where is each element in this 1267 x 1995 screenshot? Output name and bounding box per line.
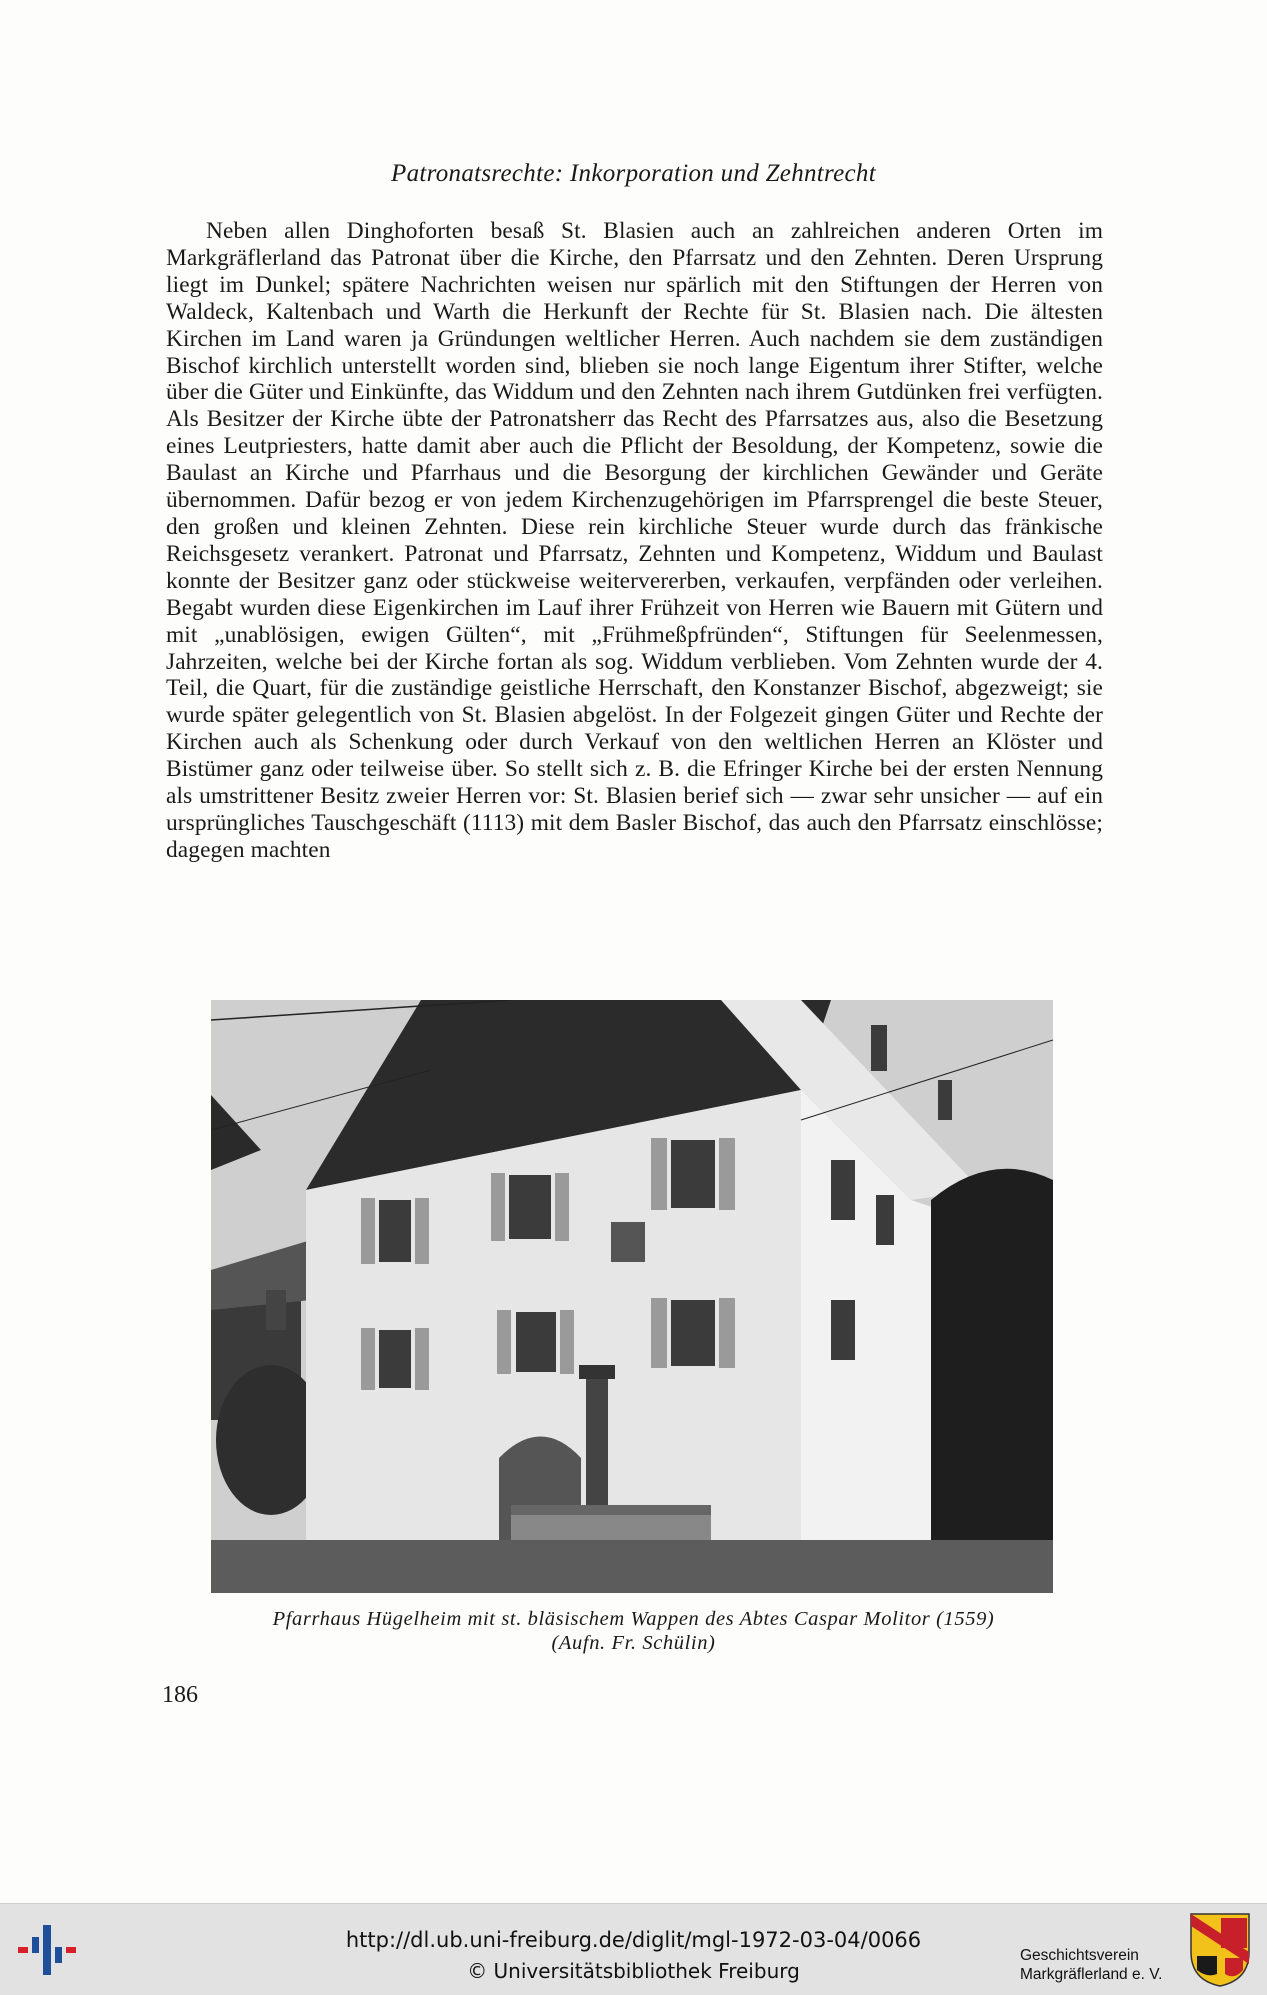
- page-number: 186: [162, 1682, 198, 1708]
- society-name: [1020, 1946, 1190, 1984]
- permalink-url[interactable]: http://dl.ub.uni-freiburg.de/diglit/mgl-1972-03-04/0066: [345, 1928, 922, 1952]
- viewer-footer: [0, 1903, 1267, 1995]
- copyright-text: © Universitätsbibliothek Freiburg: [467, 1959, 800, 1983]
- society-name-line1: Geschichtsverein: [1020, 1947, 1139, 1964]
- figure-caption: Pfarrhaus Hügelheim mit st. bläsischem Wappen des Abtes Caspar Molitor (1559): [272, 1608, 995, 1630]
- society-name-line2: Markgräflerland e. V.: [1020, 1966, 1163, 1983]
- figure-photo-pfarrhaus: [211, 1000, 1053, 1593]
- figure-credit: (Aufn. Fr. Schülin): [551, 1632, 716, 1654]
- running-head: Patronatsrechte: Inkorporation und Zehntrecht: [391, 160, 876, 187]
- house-photo-illustration: [211, 1000, 1053, 1593]
- coat-of-arms-icon: [1189, 1912, 1251, 1988]
- body-paragraph: Neben allen Dinghoforten besaß St. Blasien auch an zahlreichen anderen Orten im Markgräflerland das Patronat über die Kirche, den Pfarrsatz und den Zehnten. Deren Ursprung liegt im Dunkel; spätere Nachrichten weisen nur spärlich mit den Stiftungen der Herren von Waldeck, Kaltenbach und Warth die Herkunft der Rechte für St. Blasien nach. Die ältesten Kirchen im Land waren ja Gründungen weltlicher Herren. Auch nachdem sie dem zuständigen Bischof kirchlich unterstellt worden sind, blieben sie noch lange Eigentum ihrer Stifter, welche über die Güter und Einkünfte, das Widdum und den Zehnten nach ihrem Gutdünken frei verfügten. Als Besitzer der Kirche übte der Patronatsherr das Recht des Pfarrsatzes aus, also die Besetzung eines Leutpriesters, hatte damit aber auch die Pflicht der Besoldung, der Kompetenz, sowie die Baulast an Kirche und Pfarrhaus und die Besorgung der kirchlichen Gewänder und Geräte übernommen. Dafür bezog er von jedem Kirchenzugehörigen im Pfarrsprengel die beste Steuer, den großen und kleinen Zehnten. Diese rein kirchliche Steuer wurde durch das fränkische Reichsgesetz verankert. Patronat und Pfarrsatz, Zehnten und Kompetenz, Widdum und Baulast konnte der Besitzer ganz oder stückweise weitervererben, verkaufen, verpfänden oder verleihen. Begabt wurden diese Eigenkirchen im Lauf ihrer Frühzeit von Herren wie Bauern mit Gütern und mit „unablösigen, ewigen Gülten“, mit „Frühmeßpfründen“, Stiftungen für Seelenmessen, Jahrzeiten, welche bei der Kirche fortan als sog. Widdum verblieben. Vom Zehnten wurde der 4. Teil, die Quart, für die zuständige geistliche Herrschaft, den Konstanzer Bischof, abgezweigt; sie wurde später gelegentlich von St. Blasien abgelöst. In der Folgezeit gingen Güter und Rechte der Kirchen auch als Schenkung oder durch Verkauf von den weltlichen Herren an Klöster und Bistümer ganz oder teilweise über. So stellt sich z. B. die Efringer Kirche bei der ersten Nennung als umstrittener Besitz zweier Herren vor: St. Blasien berief sich — zwar sehr unsicher — auf ein ursprüngliches Tauschgeschäft (1113) mit dem Basler Bischof, das auch den Pfarrsatz einschlösse; dagegen machten: [166, 218, 1103, 863]
